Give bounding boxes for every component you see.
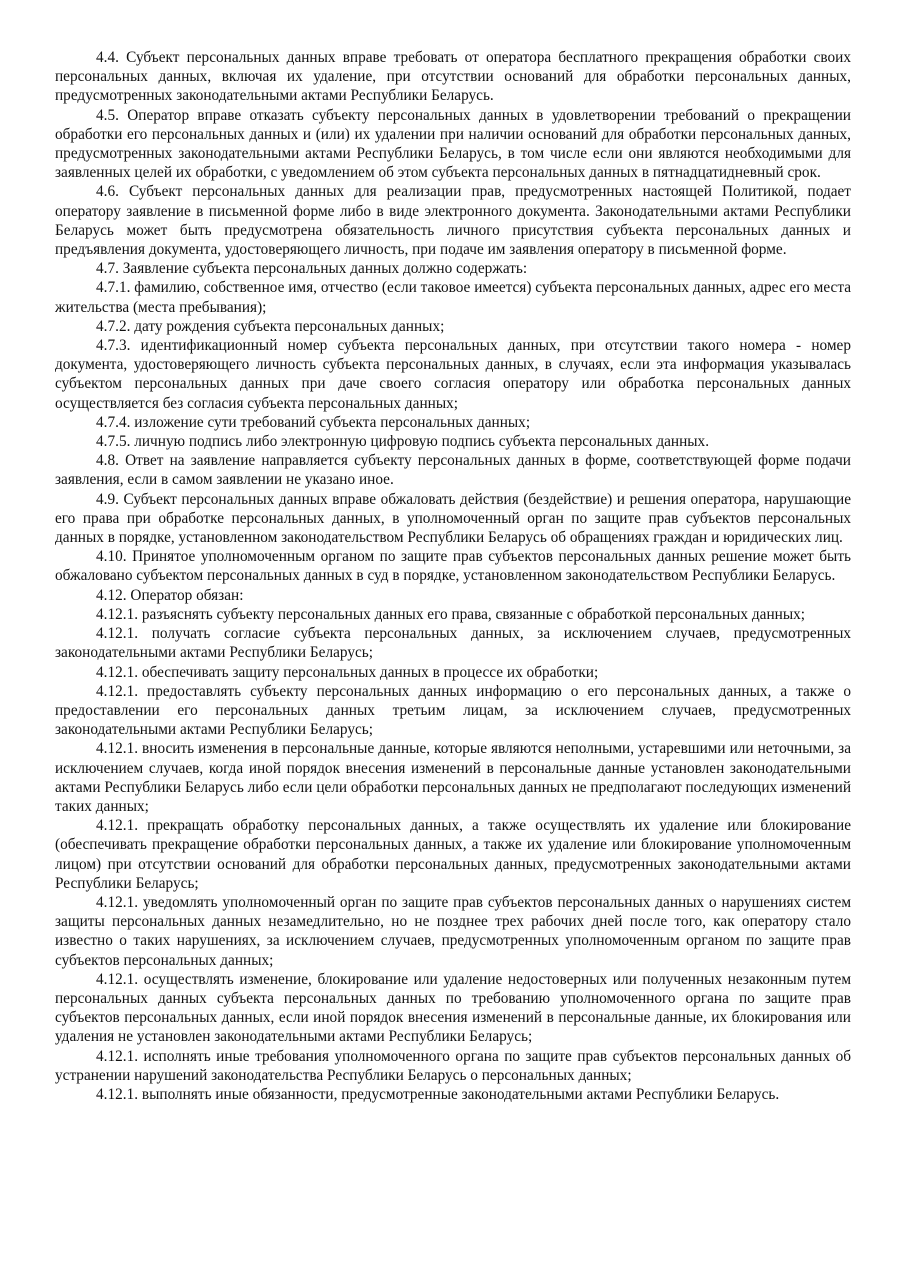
paragraph-4-12-1-g: 4.12.1. уведомлять уполномоченный орган по защите прав субъектов персональных данных о нарушениях систем защиты персональных данных незамедлительно, но не позднее трех рабочих дней после того, как оператору стало известно о таких нарушениях, за исключением случаев, предусмотренных уполномоченным органом по защите прав субъектов персональных данных; — [55, 893, 851, 969]
document-page — [55, 48, 851, 1104]
paragraph-4-12-1-d: 4.12.1. предоставлять субъекту персональных данных информацию о его персональных данных, а также о предоставлении его персональных данных третьим лицам, за исключением случаев, предусмотренных законодательными актами Республики Беларусь; — [55, 682, 851, 739]
paragraph-4-4: 4.4. Субъект персональных данных вправе требовать от оператора бесплатного прекращения обработки своих персональных данных, включая их удаление, при отсутствии оснований для обработки персональных данных, предусмотренных законодательными актами Республики Беларусь. — [55, 49, 851, 105]
paragraph-4-7-2: 4.7.2. дату рождения субъекта персональных данных; — [96, 317, 445, 335]
paragraph-4-12-1-b: 4.12.1. получать согласие субъекта персональных данных, за исключением случаев, предусмотренных законодательными актами Республики Беларусь; — [55, 625, 851, 662]
paragraph-4-7-3: 4.7.3. идентификационный номер субъекта персональных данных, при отсутствии такого номера - номер документа, удостоверяющего личность субъекта персональных данных, в случаях, если эта информация указывалась субъектом персональных данных при даче своего согласия оператору или обработка персональных данных осуществляется без согласия субъекта персональных данных; — [55, 337, 851, 412]
paragraph-4-12: 4.12. Оператор обязан: — [96, 586, 244, 604]
paragraph-4-12-1-j: 4.12.1. выполнять иные обязанности, предусмотренные законодательными актами Республики Беларусь. — [96, 1085, 780, 1103]
paragraph-4-5: 4.5. Оператор вправе отказать субъекту персональных данных в удовлетворении требований о прекращении обработки его персональных данных и (или) их удалении при наличии оснований для обработки персональных данных, предусмотренных законодательными актами Республики Беларусь, в том числе если они являются необходимыми для заявленных целей их обработки, с уведомлением об этом субъекта персональных данных в пятнадцатидневный срок. — [55, 106, 851, 182]
paragraph-4-9: 4.9. Субъект персональных данных вправе обжаловать действия (бездействие) и решения оператора, нарушающие его права при обработке персональных данных, в уполномоченный орган по защите прав субъектов персональных данных в порядке, установленном законодательством Республики Беларусь об обращениях граждан и юридических лиц. — [55, 490, 851, 547]
paragraph-4-12-1-i: 4.12.1. исполнять иные требования уполномоченного органа по защите прав субъектов персональных данных об устранении нарушений законодательства Республики Беларусь о персональных данных; — [55, 1047, 851, 1084]
paragraph-4-7: 4.7. Заявление субъекта персональных данных должно содержать: — [96, 260, 528, 278]
paragraph-4-12-1-f: 4.12.1. прекращать обработку персональных данных, а также осуществлять их удаление или блокирование (обеспечивать прекращение обработки персональных данных, а также их удаление или блокирование уполномоченным лицом) при отсутствии оснований для обработки персональных данных, предусмотренных законодательными актами Республики Беларусь; — [55, 817, 851, 892]
paragraph-4-10: 4.10. Принятое уполномоченным органом по защите прав субъектов персональных данных решение может быть обжаловано субъектом персональных данных в суд в порядке, установленном законодательством Республики Беларусь. — [55, 548, 851, 585]
paragraph-4-12-1-h: 4.12.1. осуществлять изменение, блокирование или удаление недостоверных или полученных незаконным путем персональных данных субъекта персональных данных по требованию уполномоченного органа по защите прав субъектов персональных данных, если иной порядок внесения изменений в персональные данные, их блокирования или удаления не установлен законодательными актами Республики Беларусь; — [55, 970, 851, 1046]
paragraph-4-6: 4.6. Субъект персональных данных для реализации прав, предусмотренных настоящей Политикой, подает оператору заявление в письменной форме либо в виде электронного документа. Законодательными актами Республики Беларусь может быть предусмотрена обязательность личного присутствия субъекта персональных данных и предъявления документа, удостоверяющего личность, при подаче им заявления оператору в письменной форме. — [55, 183, 851, 259]
paragraph-4-7-1: 4.7.1. фамилию, собственное имя, отчество (если таковое имеется) субъекта персональных данных, адрес его места жительства (места пребывания); — [55, 279, 851, 316]
paragraph-4-12-1-e: 4.12.1. вносить изменения в персональные данные, которые являются неполными, устаревшими или неточными, за исключением случаев, когда иной порядок внесения изменений в персональные данные установлен законодательными актами Республики Беларусь либо если цели обработки персональных данных не предполагают последующих изменений таких данных; — [55, 740, 851, 815]
paragraph-4-12-1-a: 4.12.1. разъяснять субъекту персональных данных его права, связанные с обработкой персональных данных; — [96, 605, 806, 623]
paragraph-4-8: 4.8. Ответ на заявление направляется субъекту персональных данных в форме, соответствующей форме подачи заявления, если в самом заявлении не указано иное. — [55, 452, 851, 489]
paragraph-4-7-4: 4.7.4. изложение сути требований субъекта персональных данных; — [96, 413, 531, 431]
paragraph-4-7-5: 4.7.5. личную подпись либо электронную цифровую подпись субъекта персональных данных. — [96, 433, 710, 451]
paragraph-4-12-1-c: 4.12.1. обеспечивать защиту персональных данных в процессе их обработки; — [96, 663, 599, 681]
